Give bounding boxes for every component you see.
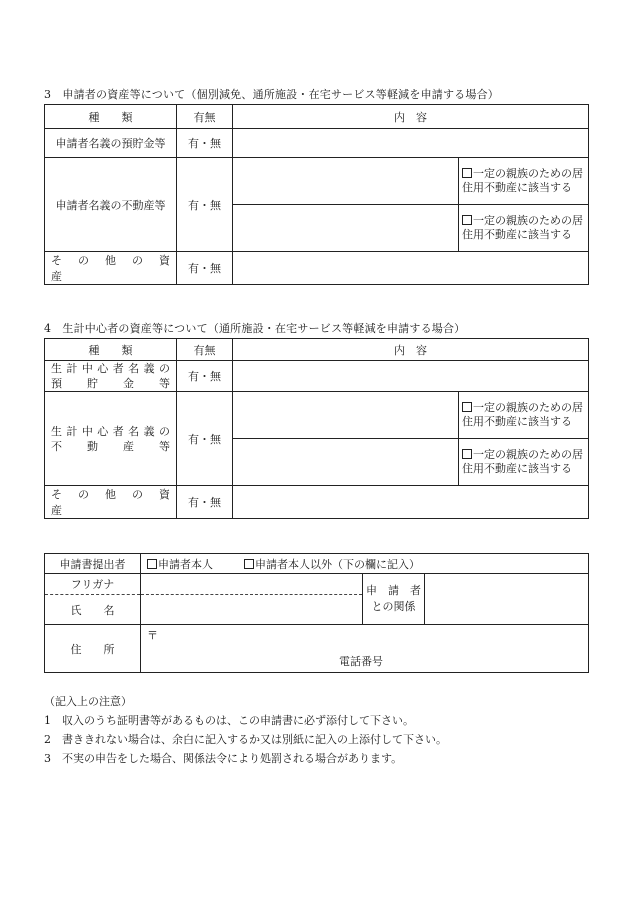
yesno-choice-other[interactable]: 有・無: [177, 486, 233, 519]
relation-label: [363, 574, 425, 625]
yesno-choice-savings[interactable]: 有・無: [177, 361, 233, 392]
row-label-other: そ の 他 の 資 産: [45, 486, 177, 519]
column-header-yesno: 有無: [177, 105, 233, 129]
checkbox-icon[interactable]: [462, 449, 472, 459]
residence-note-text: 一定の親族のための居住用不動産に該当する: [462, 166, 583, 194]
row-label-realestate: [45, 392, 177, 486]
relation-label-line2: との関係: [371, 600, 416, 613]
content-field-savings[interactable]: [233, 129, 589, 158]
submitter-table: [44, 553, 589, 673]
postal-mark: 〒: [147, 629, 158, 642]
row-label-savings-line1: 生計中心者名義の: [51, 362, 170, 375]
residence-checkbox-option[interactable]: [459, 205, 589, 252]
row-label-realestate-line2: 不動産等: [51, 439, 170, 453]
content-field-realestate-2[interactable]: [233, 205, 459, 252]
checkbox-icon[interactable]: [462, 168, 472, 178]
note-item-3: 3 不実の申告をした場合、関係法令により処罰される場合があります。: [44, 752, 403, 765]
content-field-other[interactable]: [233, 252, 589, 285]
column-header-content: 内 容: [233, 339, 589, 361]
column-header-kind: 種 類: [45, 105, 177, 129]
section4-heading: 4 生計中心者の資産等について（通所施設・在宅サービス等軽減を申請する場合）: [44, 322, 466, 335]
furigana-field[interactable]: [141, 574, 363, 595]
residence-checkbox-option[interactable]: [459, 158, 589, 205]
name-label: 氏 名: [45, 595, 141, 625]
content-field-realestate-1[interactable]: [233, 158, 459, 205]
submitter-other-label: 申請者本人以外（下の欄に記入）: [255, 557, 420, 571]
residence-note-text: 一定の親族のための居住用不動産に該当する: [462, 400, 583, 428]
residence-note-text: 一定の親族のための居住用不動産に該当する: [462, 213, 583, 241]
submitter-self-option[interactable]: [147, 558, 213, 571]
address-label: 住 所: [45, 625, 141, 673]
content-field-other[interactable]: [233, 486, 589, 519]
section3-heading: 3 申請者の資産等について（個別減免、通所施設・在宅サービス等軽減を申請する場合）: [44, 88, 499, 101]
submitter-label: 申請書提出者: [45, 554, 141, 574]
submitter-other-option[interactable]: [244, 558, 420, 571]
name-field[interactable]: [141, 595, 363, 625]
phone-label: 電話番号: [339, 655, 383, 668]
checkbox-icon[interactable]: [462, 215, 472, 225]
residence-checkbox-option[interactable]: [459, 439, 589, 486]
address-field[interactable]: [141, 625, 589, 673]
notes-title: （記入上の注意）: [44, 695, 132, 708]
content-field-realestate-2[interactable]: [233, 439, 459, 486]
submitter-self-label: 申請者本人: [158, 557, 213, 571]
notes-section: [44, 692, 447, 768]
furigana-label: フリガナ: [45, 574, 141, 595]
residence-note-text: 一定の親族のための居住用不動産に該当する: [462, 447, 583, 475]
column-header-content: 内 容: [233, 105, 589, 129]
row-label-realestate: 申請者名義の不動産等: [45, 158, 177, 252]
relation-field[interactable]: [425, 574, 589, 625]
row-label-savings: [45, 361, 177, 392]
column-header-yesno: 有無: [177, 339, 233, 361]
submitter-options: [141, 554, 589, 574]
content-field-savings[interactable]: [233, 361, 589, 392]
row-label-savings: 申請者名義の預貯金等: [45, 129, 177, 158]
yesno-choice-realestate[interactable]: 有・無: [177, 158, 233, 252]
checkbox-icon[interactable]: [244, 559, 254, 569]
yesno-choice-realestate[interactable]: 有・無: [177, 392, 233, 486]
applicant-assets-table: [44, 104, 589, 285]
checkbox-icon[interactable]: [462, 402, 472, 412]
content-field-realestate-1[interactable]: [233, 392, 459, 439]
household-head-assets-table: [44, 338, 589, 519]
yesno-choice-savings[interactable]: 有・無: [177, 129, 233, 158]
row-label-other: そ の 他 の 資 産: [45, 252, 177, 285]
row-label-savings-line2: 預貯金等: [51, 377, 170, 390]
relation-label-line1: 申 請 者: [366, 584, 421, 597]
row-label-realestate-line1: 生計中心者名義の: [51, 424, 170, 438]
note-item-2: 2 書ききれない場合は、余白に記入するか又は別紙に記入の上添付して下さい。: [44, 733, 447, 746]
note-item-1: 1 収入のうち証明書等があるものは、この申請書に必ず添付して下さい。: [44, 714, 414, 727]
yesno-choice-other[interactable]: 有・無: [177, 252, 233, 285]
checkbox-icon[interactable]: [147, 559, 157, 569]
column-header-kind: 種 類: [45, 339, 177, 361]
residence-checkbox-option[interactable]: [459, 392, 589, 439]
